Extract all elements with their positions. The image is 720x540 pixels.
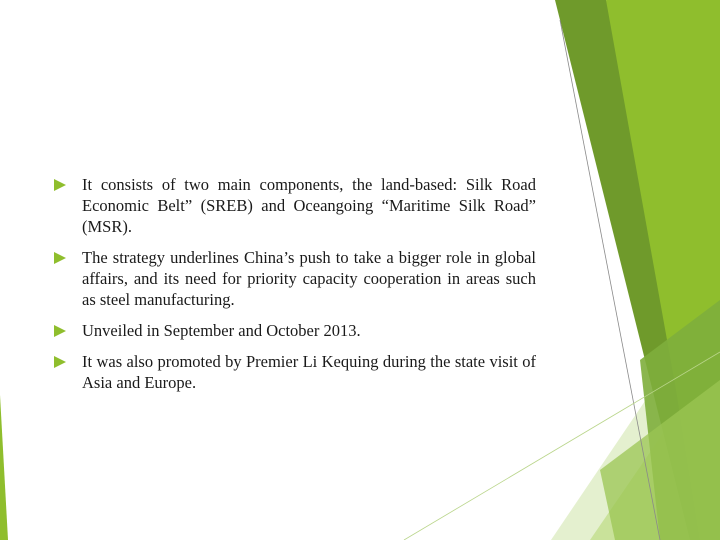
triangle-bullet-icon (54, 356, 66, 368)
bullet-item (54, 247, 536, 310)
bullet-item (54, 351, 536, 393)
bullet-text: Unveiled in September and October 2013. (82, 321, 361, 340)
bullet-item (54, 320, 536, 341)
left-edge-stripe (0, 395, 8, 540)
triangle-bullet-icon (54, 252, 66, 264)
bullet-item (54, 174, 536, 237)
bullet-text: It consists of two main components, the land-based: Silk Road Economic Belt” (SREB) and Oceangoing “Maritime Silk Road” (MSR). (82, 175, 536, 236)
bullet-text: It was also promoted by Premier Li Kequing during the state visit of Asia and Europe. (82, 352, 536, 392)
triangle-bullet-icon (54, 325, 66, 337)
triangle-bullet-icon (54, 179, 66, 191)
bullet-list (54, 174, 536, 393)
bullet-text: The strategy underlines China’s push to take a bigger role in global affairs, and its need for priority capacity cooperation in areas such as steel manufacturing. (82, 248, 536, 309)
